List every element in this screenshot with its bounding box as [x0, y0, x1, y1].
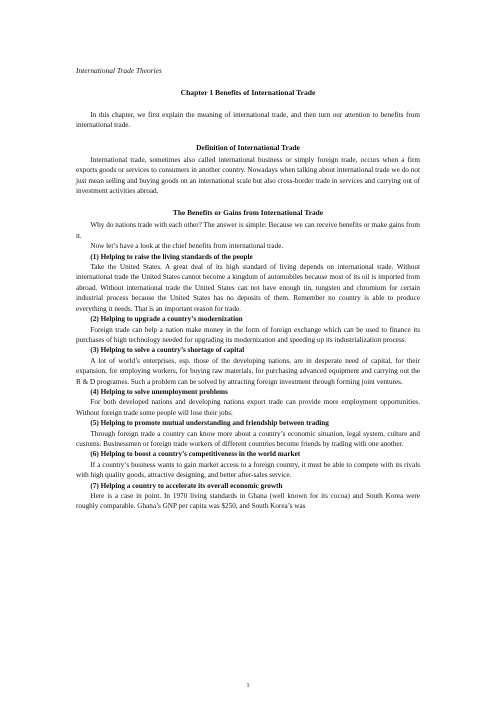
benefit-3-body: A lot of world’s enterprises, esp. those of the developing nations, are in desperate need of capital, for their expansion, for employing workers, for buying raw materials, for purchasing advanced equipment and carrying out the R & D programes. Such a problem can be solved by attracting foreign investment through forming joint ventures. — [76, 356, 420, 386]
benefit-1-body: Take the United States. A great deal of its high standard of living depends on international trade. Without international trade the United States cannot become a kingdom of automobiles because most of its oil is imported from abroad. Without international trade the United States can not have enough tin, tungsten and chromium for certain industrial process because the United States has no deposits of them. Remember no country is able to produce everything it needs. That is an important reason for trade. — [76, 263, 420, 313]
benefit-5-title: (5) Helping to promote mutual understanding and friendship between trading — [90, 419, 329, 428]
running-head: International Trade Theories — [76, 66, 162, 75]
benefit-4-body: For both developed nations and developing nations export trade can provide more employment opportunities. Without foreign trade some people will lose their jobs. — [76, 398, 420, 417]
page-number: 1 — [246, 682, 250, 689]
benefit-4-title: (4) Helping to solve unemployment problems — [90, 387, 228, 396]
benefit-7-title: (7) Helping a country to accelerate its overall economic growth — [90, 481, 283, 490]
benefit-5-body: Through foreign trade a country can know more about a country’s economic situation, legal system, culture and customs. Businessmen or foreign trade workers of different countries become friends by trading with one another. — [76, 429, 420, 448]
chapter-title: Chapter 1 Benefits of International Trade — [180, 88, 316, 97]
benefits-intro-1: Why do nations trade with each other? The answer is simple: Because we can receive benefits or make gains from it. — [76, 221, 420, 240]
definition-section — [76, 143, 420, 197]
benefit-2-title: (2) Helping to upgrade a country’s modernization — [90, 315, 243, 324]
page-content — [76, 66, 420, 512]
benefit-3-title: (3) Helping to solve a country’s shortage of capital — [90, 346, 245, 355]
benefits-intro-2: Now let’s have a look at the chief benefits from international trade. — [90, 242, 284, 251]
intro-paragraph: In this chapter, we first explain the meaning of international trade, and then turn our attention to benefits from international trade. — [76, 111, 420, 130]
benefit-6-body: If a country’s business wants to gain market access to a foreign country, it must be able to compete with its rivals with high quality goods, attractive designing, and better after-sales service. — [76, 460, 420, 480]
benefit-6-title: (6) Helping to boost a country’s competitiveness in the world market — [90, 450, 301, 459]
definition-heading: Definition of International Trade — [196, 142, 300, 152]
benefits-heading: The Benefits or Gains from International Trade — [172, 208, 324, 218]
benefits-section — [76, 208, 420, 511]
definition-paragraph: International trade, sometimes also called international business or simply foreign trade, occurs when a firm exports goods or services to consumers in another country. Nowadays when talking about international trade we do not just mean selling and buying goods on an international scale but also cross-border trade in services and carrying out of investment activities abroad. — [76, 155, 420, 196]
benefit-1-title: (1) Helping to raise the living standards of the people — [90, 252, 253, 261]
benefit-7-body: Here is a case in point. In 1970 living standards in Ghana (well known for its cocoa) and South Korea were roughly comparable. Ghana’s GNP per capita was $250, and South Korea’s was — [76, 492, 420, 511]
benefit-2-body: Foreign trade can help a nation make money in the form of foreign exchange which can be used to finance its purchases of high technology needed for upgrading its modernization and speeding up its industrialization process. — [76, 325, 420, 344]
intro-section — [76, 110, 420, 131]
